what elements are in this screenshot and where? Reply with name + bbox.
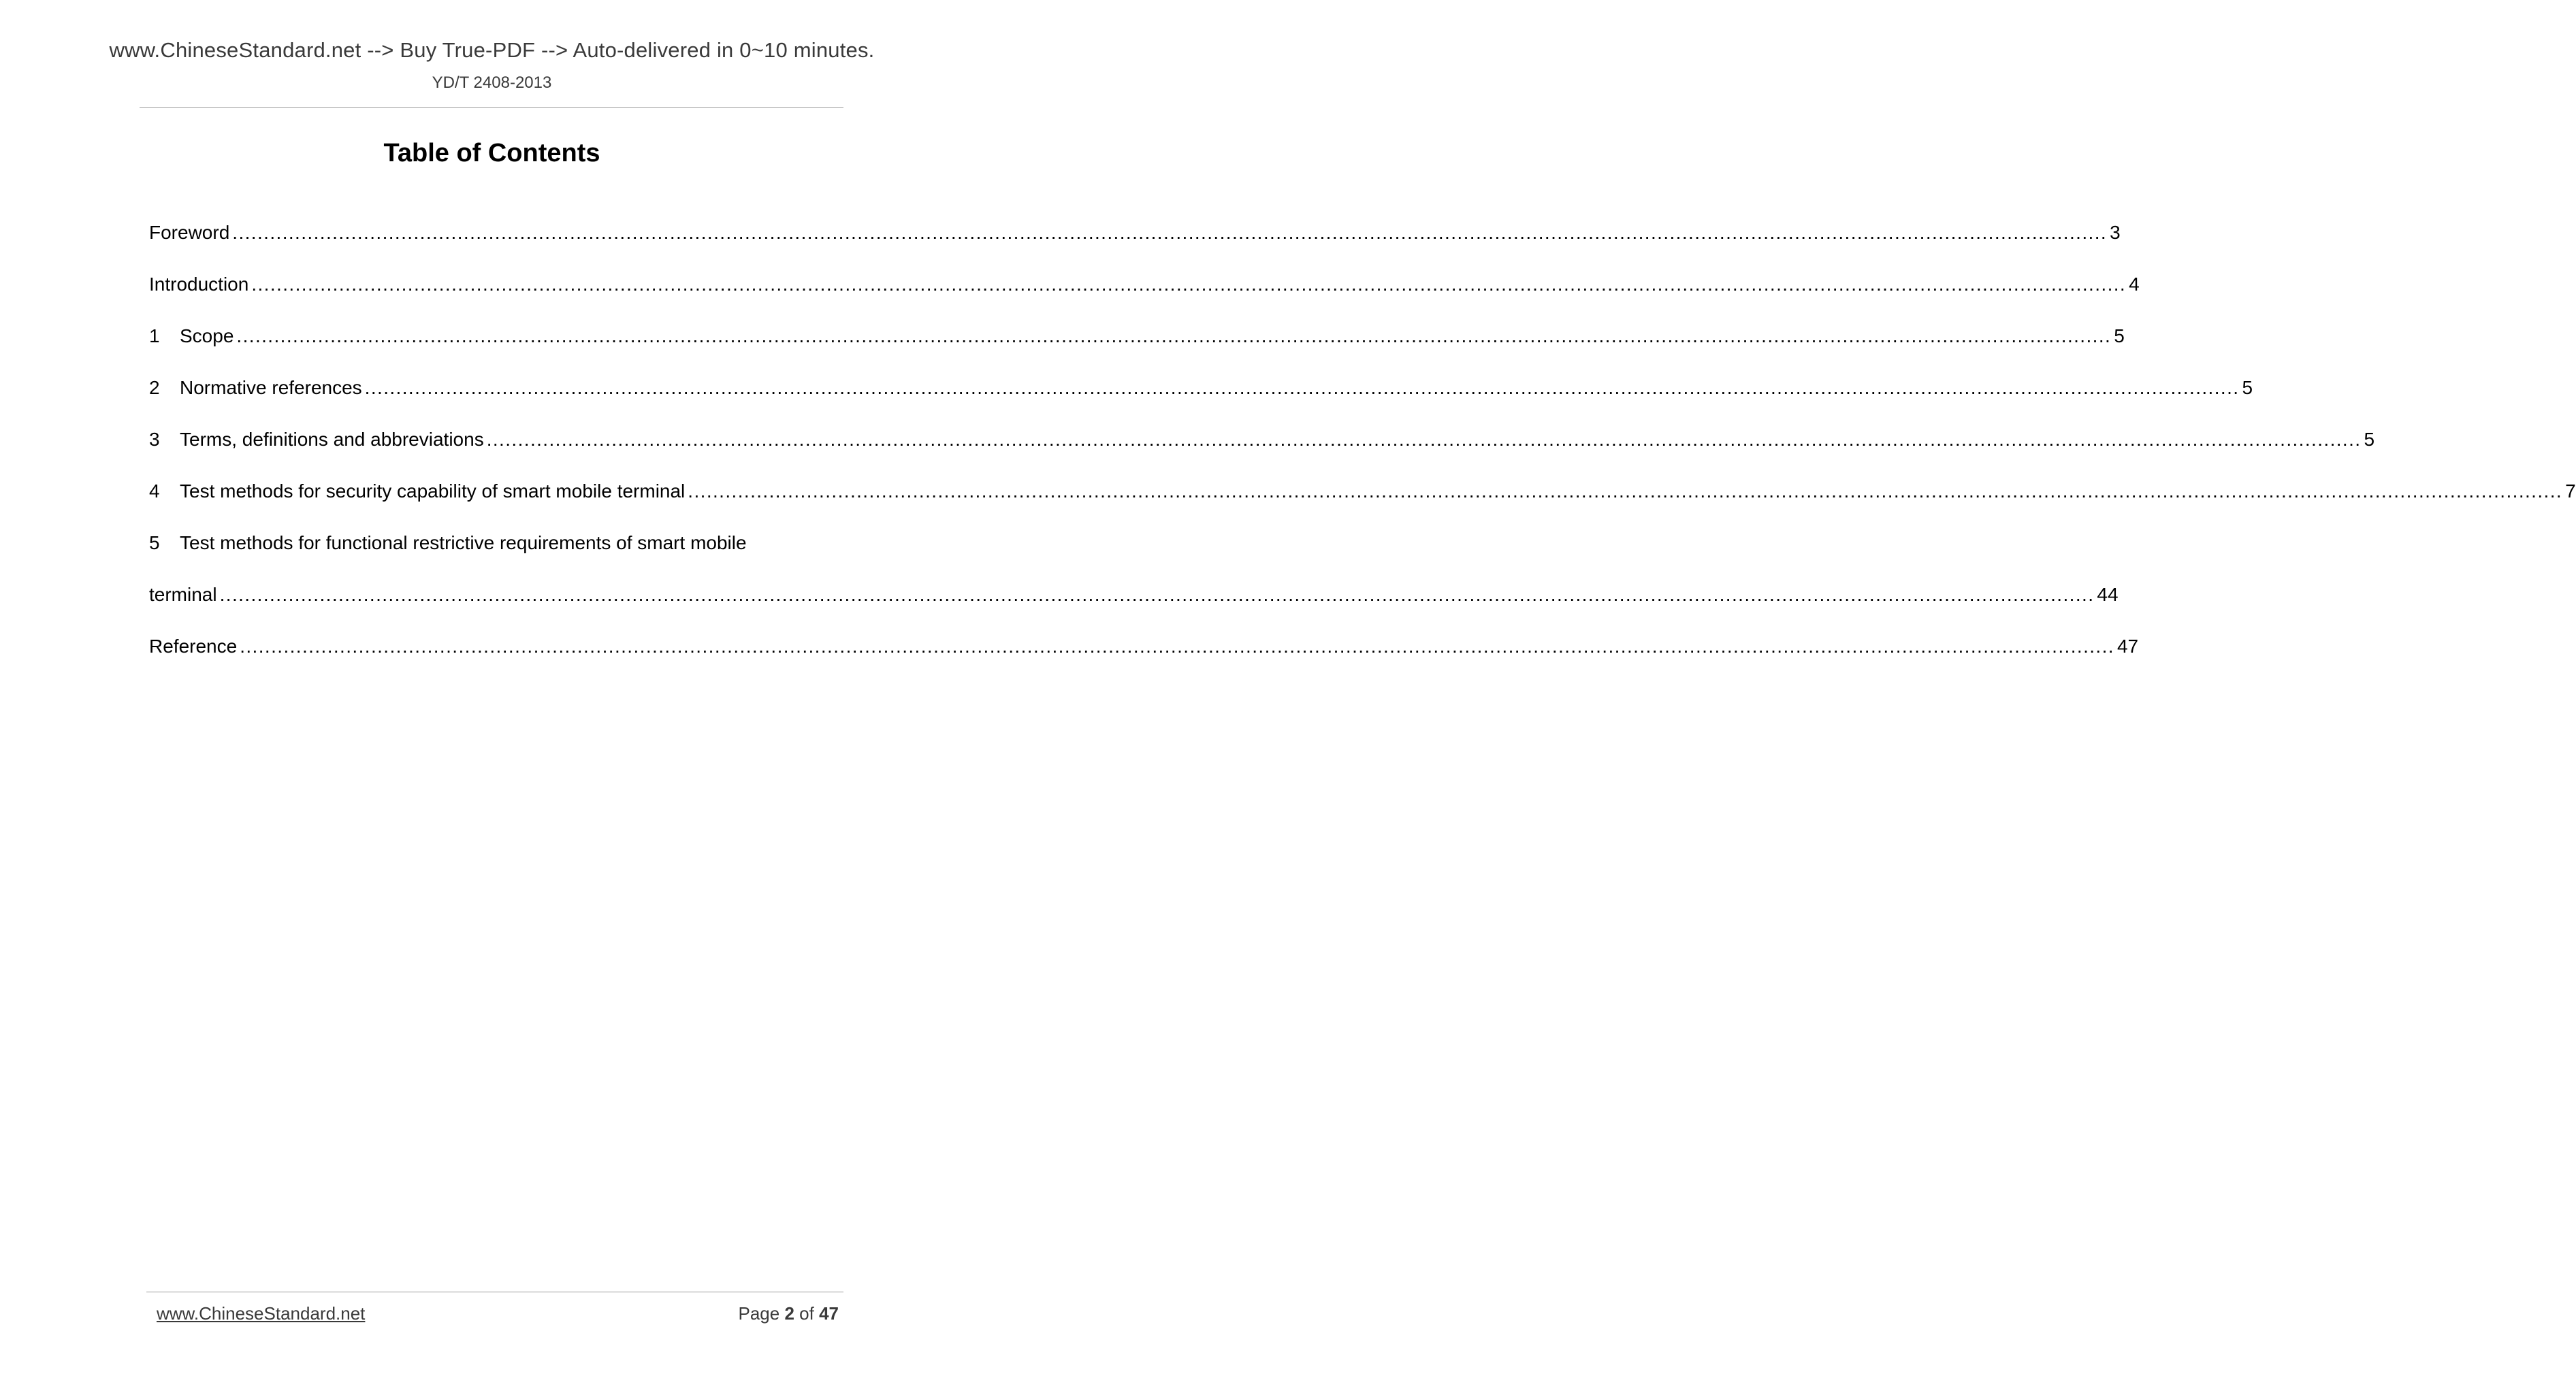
page-title: Table of Contents bbox=[383, 139, 600, 167]
page-separator: of bbox=[799, 1303, 814, 1324]
toc-entry-title: Reference bbox=[149, 636, 238, 657]
toc-entry-page: 5 bbox=[2114, 325, 2125, 346]
toc-entry-introduction[interactable] bbox=[149, 271, 2140, 323]
dot-leader: ............................................................................................................................................................................................................................................................................................................ bbox=[251, 274, 2127, 295]
toc-entry-number: 1 bbox=[149, 325, 160, 346]
header-divider bbox=[140, 107, 843, 108]
toc-entry-normative-references[interactable] bbox=[149, 374, 2253, 426]
toc-entry-number: 4 bbox=[149, 480, 160, 502]
toc-entry-security-capability[interactable] bbox=[149, 478, 2576, 529]
standard-code: YD/T 2408-2013 bbox=[432, 73, 552, 92]
dot-leader: ............................................................................................................................................................................................................................................................................................................ bbox=[486, 429, 2362, 450]
toc-entry-page: 3 bbox=[2110, 222, 2121, 243]
toc-entry-title: Foreword bbox=[149, 222, 230, 243]
dot-leader: ............................................................................................................................................................................................................................................................................................................ bbox=[232, 222, 2108, 243]
page-total: 47 bbox=[819, 1303, 839, 1324]
toc-entry-page: 5 bbox=[2242, 377, 2253, 398]
toc-entry-page: 4 bbox=[2129, 274, 2140, 295]
page-prefix: Page bbox=[738, 1303, 780, 1324]
page-current: 2 bbox=[784, 1303, 794, 1324]
toc-entry-title: Terms, definitions and abbreviations bbox=[180, 429, 484, 450]
toc-entry-functional-restrictive[interactable] bbox=[149, 529, 839, 581]
dot-leader: ............................................................................................................................................................................................................................................................................................................ bbox=[219, 584, 2095, 605]
dot-leader: ............................................................................................................................................................................................................................................................................................................ bbox=[236, 325, 2112, 346]
header-banner: www.ChineseStandard.net --> Buy True-PDF --> Auto-delivered in 0~10 minutes. bbox=[109, 38, 875, 62]
dot-leader: ............................................................................................................................................................................................................................................................................................................ bbox=[364, 377, 2240, 398]
page-indicator bbox=[738, 1303, 839, 1324]
toc-entry-number: 3 bbox=[149, 429, 160, 450]
toc-entry-title: Test methods for security capability of smart mobile terminal bbox=[180, 480, 686, 502]
toc-entry-terms[interactable] bbox=[149, 426, 2375, 478]
toc-entry-title: Normative references bbox=[180, 377, 362, 398]
toc-entry-title: Scope bbox=[180, 325, 234, 346]
toc-entry-title: Introduction bbox=[149, 274, 249, 295]
toc-entry-title: Test methods for functional restrictive requirements of smart mobile bbox=[180, 532, 747, 553]
toc-entry-scope[interactable] bbox=[149, 323, 2125, 374]
toc-entry-page: 47 bbox=[2116, 636, 2139, 657]
toc-entry-page: 5 bbox=[2364, 429, 2375, 450]
toc-entry-number: 5 bbox=[149, 532, 160, 553]
toc-entry-reference[interactable] bbox=[149, 633, 2139, 685]
toc-entry-functional-restrictive-continued[interactable] bbox=[149, 581, 2119, 633]
toc-entry-page: 44 bbox=[2097, 584, 2119, 605]
toc-entry-number: 2 bbox=[149, 377, 160, 398]
footer-website-link[interactable]: www.ChineseStandard.net bbox=[157, 1303, 366, 1324]
table-of-contents bbox=[149, 219, 2576, 685]
toc-entry-foreword[interactable] bbox=[149, 219, 2121, 271]
dot-leader: ............................................................................................................................................................................................................................................................................................................ bbox=[688, 480, 2563, 502]
toc-entry-title: terminal bbox=[149, 584, 217, 605]
toc-entry-page: 7 bbox=[2565, 480, 2576, 502]
dot-leader: ............................................................................................................................................................................................................................................................................................................ bbox=[240, 636, 2114, 657]
